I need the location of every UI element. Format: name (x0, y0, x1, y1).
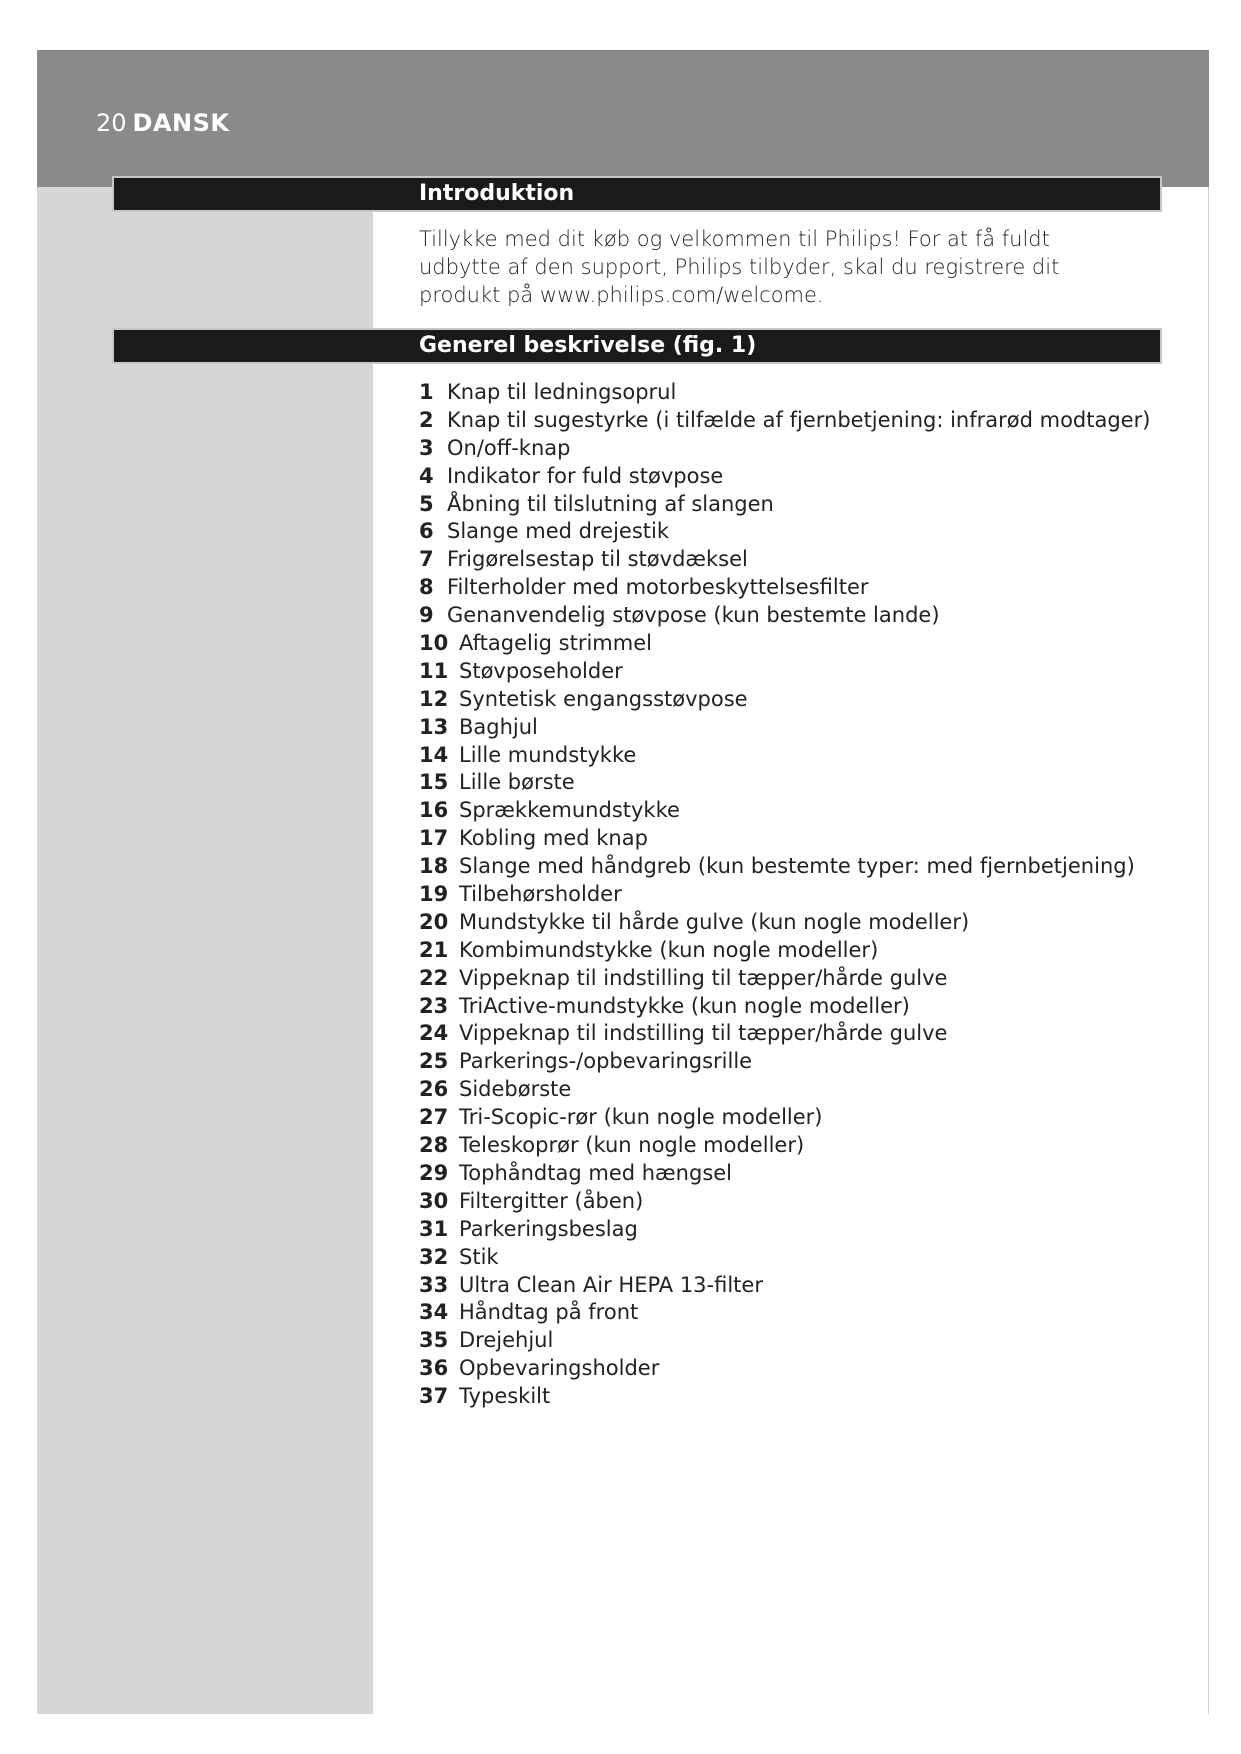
list-item (419, 1383, 1150, 1411)
list-item (419, 602, 1150, 630)
item-text: On/off-knap (447, 435, 571, 460)
item-number: 12 (419, 686, 449, 711)
item-text: Indikator for fuld støvpose (447, 463, 724, 488)
item-text: Ultra Clean Air HEPA 13-filter (459, 1272, 763, 1297)
item-number: 8 (419, 575, 434, 600)
list-item (419, 1216, 1150, 1244)
list-item (419, 1132, 1150, 1160)
item-text: Vippeknap til indstilling til tæpper/hårde gulve (459, 1021, 948, 1046)
item-text: Lille børste (459, 770, 575, 795)
item-text: Syntetisk engangsstøvpose (459, 686, 748, 711)
item-text: Filtergitter (åben) (459, 1188, 644, 1213)
item-text: Kombimundstykke (kun nogle modeller) (459, 937, 879, 962)
left-margin-column (37, 187, 373, 1714)
list-item (419, 965, 1150, 993)
item-text: Lille mundstykke (459, 742, 637, 767)
page-number: 20 (96, 109, 127, 137)
page-label (96, 108, 230, 138)
item-number: 29 (419, 1160, 449, 1185)
item-number: 21 (419, 937, 449, 962)
item-text: Tri-Scopic-rør (kun nogle modeller) (459, 1105, 823, 1130)
item-number: 37 (419, 1384, 449, 1409)
list-item (419, 574, 1150, 602)
item-text: Sidebørste (459, 1077, 572, 1102)
item-text: Teleskoprør (kun nogle modeller) (459, 1133, 805, 1158)
list-item (419, 769, 1150, 797)
item-text: Knap til sugestyrke (i tilfælde af fjernbetjening: infrarød modtager) (447, 407, 1151, 432)
item-number: 6 (419, 519, 434, 544)
item-text: Slange med håndgreb (kun bestemte typer: med fjernbetjening) (459, 854, 1135, 879)
item-text: TriActive-mundstykke (kun nogle modeller) (459, 993, 910, 1018)
list-item (419, 742, 1150, 770)
item-text: Frigørelsestap til støvdæksel (447, 547, 748, 572)
list-item (419, 881, 1150, 909)
item-text: Knap til ledningsoprul (447, 380, 677, 404)
item-number: 20 (419, 909, 449, 934)
item-text: Genanvendelig støvpose (kun bestemte lande) (447, 603, 940, 628)
item-text: Parkerings-/opbevaringsrille (459, 1049, 753, 1074)
list-item (419, 686, 1150, 714)
item-number: 9 (419, 603, 434, 628)
list-item (419, 1160, 1150, 1188)
list-item (419, 909, 1150, 937)
item-number: 26 (419, 1077, 449, 1102)
item-number: 1 (419, 380, 434, 404)
item-text: Drejehjul (459, 1328, 554, 1353)
list-item (419, 1188, 1150, 1216)
list-item (419, 463, 1150, 491)
description-heading: Generel beskrivelse (fig. 1) (419, 333, 757, 358)
language-title: DANSK (132, 109, 230, 137)
item-number: 28 (419, 1133, 449, 1158)
intro-heading-bar (112, 176, 1162, 212)
list-item (419, 379, 1150, 407)
list-item (419, 491, 1150, 519)
list-item (419, 1327, 1150, 1355)
item-text: Mundstykke til hårde gulve (kun nogle modeller) (459, 909, 970, 934)
item-number: 16 (419, 798, 449, 823)
item-text: Baghjul (459, 714, 538, 739)
item-number: 13 (419, 714, 449, 739)
item-number: 22 (419, 965, 449, 990)
list-item (419, 407, 1150, 435)
item-text: Kobling med knap (459, 826, 648, 851)
item-number: 4 (419, 463, 434, 488)
list-item (419, 825, 1150, 853)
item-text: Typeskilt (459, 1384, 551, 1409)
item-text: Tophåndtag med hængsel (459, 1160, 733, 1185)
item-number: 30 (419, 1188, 449, 1213)
intro-heading: Introduktion (419, 181, 575, 206)
list-item (419, 853, 1150, 881)
item-number: 7 (419, 547, 434, 572)
item-number: 24 (419, 1021, 449, 1046)
item-number: 36 (419, 1356, 449, 1381)
list-item (419, 546, 1150, 574)
item-text: Stik (459, 1244, 499, 1269)
item-number: 33 (419, 1272, 449, 1297)
list-item (419, 1272, 1150, 1300)
item-text: Slange med drejestik (447, 519, 669, 544)
item-number: 18 (419, 854, 449, 879)
item-text: Tilbehørsholder (459, 882, 622, 907)
list-item (419, 993, 1150, 1021)
item-text: Åbning til tilslutning af slangen (447, 491, 774, 516)
list-item (419, 1076, 1150, 1104)
item-number: 34 (419, 1300, 449, 1325)
item-number: 5 (419, 491, 434, 516)
item-number: 35 (419, 1328, 449, 1353)
item-number: 31 (419, 1216, 449, 1241)
item-text: Støvposeholder (459, 658, 623, 683)
item-number: 23 (419, 993, 449, 1018)
list-item (419, 1020, 1150, 1048)
item-text: Parkeringsbeslag (459, 1216, 638, 1241)
item-number: 15 (419, 770, 449, 795)
item-text: Vippeknap til indstilling til tæpper/hårde gulve (459, 965, 948, 990)
item-text: Sprækkemundstykke (459, 798, 680, 823)
list-item (419, 1355, 1150, 1383)
intro-text: Tillykke med dit køb og velkommen til Philips! For at få fuldt udbytte af den support, Philips tilbyder, skal du registrere dit produkt på www.philips.com/welcome. (419, 227, 1060, 307)
list-item (419, 1048, 1150, 1076)
right-border-line (1208, 187, 1209, 1714)
item-number: 25 (419, 1049, 449, 1074)
list-item (419, 937, 1150, 965)
list-item (419, 1299, 1150, 1327)
list-item (419, 435, 1150, 463)
list-item (419, 714, 1150, 742)
list-item (419, 797, 1150, 825)
item-text: Opbevaringsholder (459, 1356, 660, 1381)
item-number: 10 (419, 631, 449, 656)
list-item (419, 1244, 1150, 1272)
item-text: Aftagelig strimmel (459, 631, 652, 656)
item-number: 27 (419, 1105, 449, 1130)
item-text: Filterholder med motorbeskyttelsesfilter (447, 575, 869, 600)
item-number: 17 (419, 826, 449, 851)
item-number: 14 (419, 742, 449, 767)
item-number: 32 (419, 1244, 449, 1269)
item-number: 11 (419, 658, 449, 683)
list-item (419, 1104, 1150, 1132)
item-number: 19 (419, 882, 449, 907)
item-number: 2 (419, 407, 434, 432)
parts-list (419, 379, 1150, 1411)
list-item (419, 518, 1150, 546)
list-item (419, 630, 1150, 658)
item-number: 3 (419, 435, 434, 460)
item-text: Håndtag på front (459, 1300, 639, 1325)
list-item (419, 658, 1150, 686)
